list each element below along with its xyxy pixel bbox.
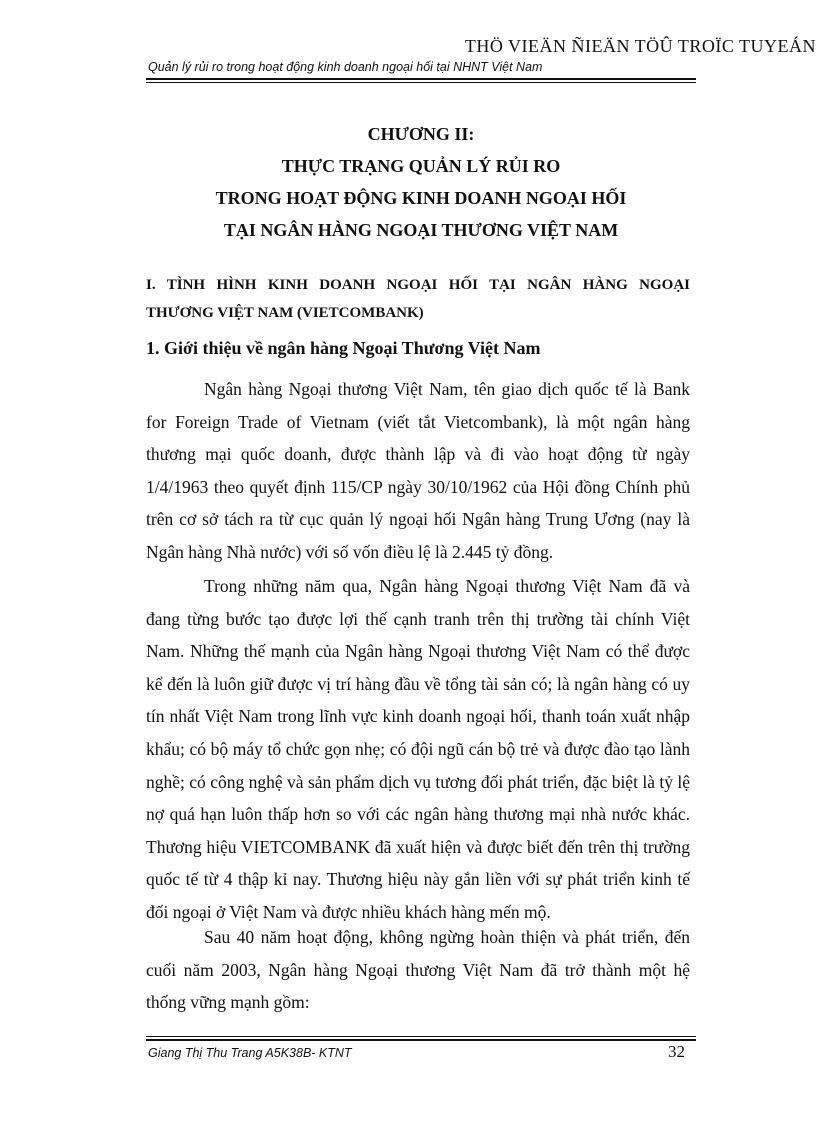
footer-rule-thin [146, 1036, 696, 1037]
section-heading-line-1: I. TÌNH HÌNH KINH DOANH NGOẠI HỐI TẠI NGÂN HÀNG NGOẠI [146, 277, 690, 293]
paragraph-text: Trong những năm qua, Ngân hàng Ngoại thương Việt Nam đã và đang từng bước tạo được lợi thế cạnh tranh trên thị trường tài chính Việt Nam. Những thế mạnh của Ngân hàng Ngoại thương Việt Nam có thể được kể đến là luôn giữ được vị trí hàng đầu về tổng tài sản có; là ngân hàng có uy tín nhất Việt Nam trong lĩnh vực kinh doanh ngoại hối, thanh toán xuất nhập khẩu; có bộ máy tổ chức gọn nhẹ; có đội ngũ cán bộ trẻ và được đào tạo lành nghề; có công nghệ và sản phẩm dịch vụ tương đối phát triển, đặc biệt là tỷ lệ nợ quá hạn luôn thấp hơn so với các ngân hàng thương mại nhà nước khác. Thương hiệu VIETCOMBANK đã xuất hiện và được biết đến trên thị trường quốc tế từ 4 thập kỉ nay. Thương hiệu này gắn liền với sự phát triển kinh tế đối ngoại ở Việt Nam và được nhiều khách hàng mến mộ. [146, 576, 690, 922]
subsection-heading: 1. Giới thiệu về ngân hàng Ngoại Thương Việt Nam [146, 338, 541, 358]
footer-author: Giang Thị Thu Trang A5K38B- KTNT [148, 1046, 352, 1060]
body-paragraph-3 [146, 921, 690, 1032]
chapter-title [146, 118, 696, 246]
chapter-title-line-2: TRONG HOẠT ĐỘNG KINH DOANH NGOẠI HỐI [215, 188, 627, 208]
paragraph-text: Ngân hàng Ngoại thương Việt Nam, tên giao dịch quốc tế là Bank for Foreign Trade of Vietnam (viết tắt Vietcombank), là một ngân hàng thương mại quốc doanh, được thành lập và đi vào hoạt động từ ngày 1/4/1963 theo quyết định 115/CP ngày 30/10/1962 của Hội đồng Chính phủ trên cơ sở tách ra từ cục quản lý ngoại hối Ngân hàng Trung Ương (nay là Ngân hàng Nhà nước) với số vốn điều lệ là 2.445 tỷ đồng. [146, 379, 690, 562]
chapter-title-line-3: TẠI NGÂN HÀNG NGOẠI THƯƠNG VIỆT NAM [223, 220, 619, 240]
page-number: 32 [668, 1042, 685, 1061]
body-paragraph-2 [146, 570, 690, 942]
paragraph-text: Sau 40 năm hoạt động, không ngừng hoàn thiện và phát triển, đến cuối năm 2003, Ngân hàng Ngoại thương Việt Nam đã trở thành một hệ thống vững mạnh gồm: [146, 927, 690, 1013]
body-paragraph-1 [146, 373, 690, 582]
watermark-text: THÖ VIEÄN ÑIEÄN TÖÛ TROÏC TUYEÁN [464, 36, 816, 56]
running-header: Quản lý rủi ro trong hoạt động kinh doanh ngoại hối tại NHNT Việt Nam [148, 60, 543, 74]
header-rule-thin [146, 82, 696, 83]
chapter-number: CHƯƠNG II: [367, 124, 475, 144]
chapter-title-line-1: THỰC TRẠNG QUẢN LÝ RỦI RO [281, 156, 561, 176]
section-heading-line-2: THƯƠNG VIỆT NAM (VIETCOMBANK) [146, 305, 424, 321]
header-rule [146, 78, 696, 80]
section-heading [146, 271, 690, 327]
footer-rule [146, 1039, 696, 1041]
